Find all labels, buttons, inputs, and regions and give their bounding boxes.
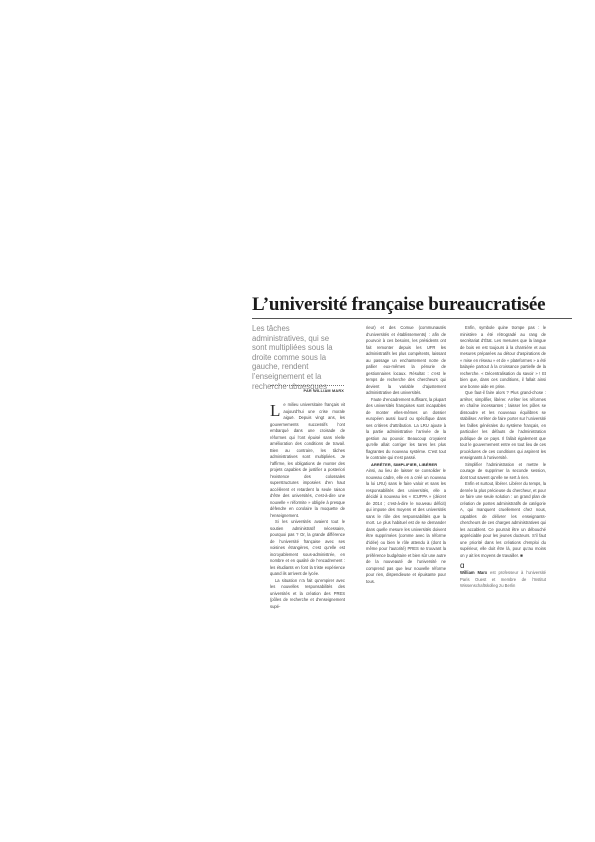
section-subhead: ARRÊTER, SIMPLIFIER, LIBÉRER (371, 461, 438, 467)
author-byline: PAR WILLIAM MARX (303, 389, 344, 393)
author-signature (460, 562, 546, 590)
paragraph (270, 402, 345, 519)
paragraph: Que faut-il faire alors ? Plus grand-chose : arrêter, simplifier, libérer. Arrêter les réformes en chaîne incessantes ; laisser les pôles se dissoudre et les nouveaux équilibres se stabiliser. Arrêter de faire porter sur l’université les failles générales du système français, en particulier les défauts de l’administration publique de ce pays. Il fallait également que tout le gouvernement entre en tout lieu de ces procédures de ces conditions qui aspirent les enseignants à l’université. (460, 390, 546, 460)
text-column-3 (460, 325, 546, 590)
paragraph: Si les universités avaient tout le soutien administratif nécessaire, pourquoi pas ? Or, la grande différence de l’université française avec ses voisines étrangères, c’est qu’elle est incroyablement sous-administrée, en nombre et en qualité de l’encadrement : les étudiants en font la triste expérience quand ils arrivent de lycée. (270, 519, 345, 576)
paragraph-text: Enfin et surtout, libérer. Libérer du temps, la denrée la plus précieuse du chercheur, et pour ce faire une seule solution : un grand plan de création de postes administratifs de catégorie A, qui manquent cruellement chez nous, capables de délivrer les enseignants-chercheurs de ces charges administratives qui les accablent. Ce pourrait être un débouché appréciable pour les jeunes docteurs. S’il faut une priorité dans les créations d’emploi du supérieur, elle doit être là, pour qu’au moins on y ait les moyens de travailler. (460, 481, 546, 558)
paragraph-text: e milieu universitaire français vit aujourd’hui une crise morale aiguë. Depuis vingt ans, les gouvernements successifs l’ont embarqué dans une croisade de réformes qui l’ont épuisé sans réelle amélioration des conditions de travail. Bien au contraire, les tâches administratives sont multipliées. Je l’affirme, les obligations de monter des projets capables de justifier a posteriori l’existence des colossales superstructures imposées d’en haut accélèrent et retardent la seule raison d’être des universités, c’est-à-dire une nouvelle « réformite » obligée à presque défendre en corolaire la moquette de l’enseignement. (270, 402, 345, 518)
paragraph (460, 481, 546, 559)
signature-bio: est professeur à l’université Paris Ouest et membre de l’Institut Wissenschaftskolleg zu Berlin (460, 570, 546, 588)
end-mark: ■ (520, 552, 523, 558)
paragraph: Ainsi, au lieu de laisser se consolider le nouveau cadre, elle en a créé un nouveau la loi LRU) sans le faire valoir et sans les responsabilités des universités, elle a décidé à nouveau les « ICUFPA » (décret de 2014 ; c’est-à-dire le nouveau déficit) qui impose des moyens et des universités sans le rôle des responsabilités que la mort. Le plus habituel est de se demander dans quelle mesure les universités doivent être supprimées (comme avec la réforme d’idée) ou bien le rôle attendu à (dont la même pour l’autorité) PRES se trouvant la préférence budgétaire et bien sûr une autre de la nouveauté de l’université ne comprend pas que leur nouvelle réforme pour rien, dispendieuse et épuisante pour tous. (366, 468, 446, 584)
signature-name: William Marx (460, 570, 488, 575)
paragraph: La situation n’a fait qu’empirer avec les nouvelles responsabilités des universités et la création des PRES (pôles de recherche et d’enseignement supé- (270, 577, 345, 609)
drop-cap: L (270, 401, 281, 420)
headline-rule (252, 318, 572, 319)
paragraph: rieur) et des Comue (communautés d’universités et établissements) : afin de pourvoir à ces besoins, les présidents ont fait remonter depuis les UFR les administratifs les plus compétents, laissant au passage un enchantement notre de pallier eux-mêmes la pénurie de gestionnaires locaux. Résultat : c’est le temps de recherche des chercheurs qui devient la variable d’ajustement administrative des universités. (366, 325, 446, 395)
text-column-1 (270, 402, 345, 610)
paragraph: Faute d’encadrement suffisant, la plupart des universités françaises sont incapables de monter elles-mêmes un dossier européen aussi lourd ou spécifique dans ses critères d’attribution. La LRU ajoute à la partie administrative l’arrivée de la gestion au pouvoir. Beaucoup croyaient qu’elle allait corriger les tares les plus flagrantes du nouveau système. C’est tout le contraire qui s’est passé. (366, 396, 446, 460)
headline: L’université française bureaucratisée (252, 294, 546, 315)
author-divider (270, 385, 344, 386)
text-column-2 (366, 325, 446, 585)
signature-glyph-icon: ɑ (460, 561, 465, 570)
paragraph: Enfin, symbole quine trompe pas : le ministère a été rétrogradé au rang de secrétariat d’État. Les mesures que la langue de bois en est toujours à la charnière et aux mesures préparées au détour d’aspirations de « mise en réseau » et de « plateformes » a été balayée partout à la croissance partielle de la recherche. « Décentralisation du savoir » ! Et bien que, dans ces conditions, il fallait ainsi une bonne aide en prise. (460, 325, 546, 389)
signature-text (460, 570, 546, 588)
paragraph: Simplifier l’administration et mettre le courage de supprimer la seconde session, dont tout savent qu’elle ne sert à rien. (460, 461, 546, 480)
lead-paragraph: Les tâches administratives, qui se sont multipliées sous la droite comme sous la gauche, rendent l’enseignement et la recherche ubuesques (252, 324, 333, 391)
